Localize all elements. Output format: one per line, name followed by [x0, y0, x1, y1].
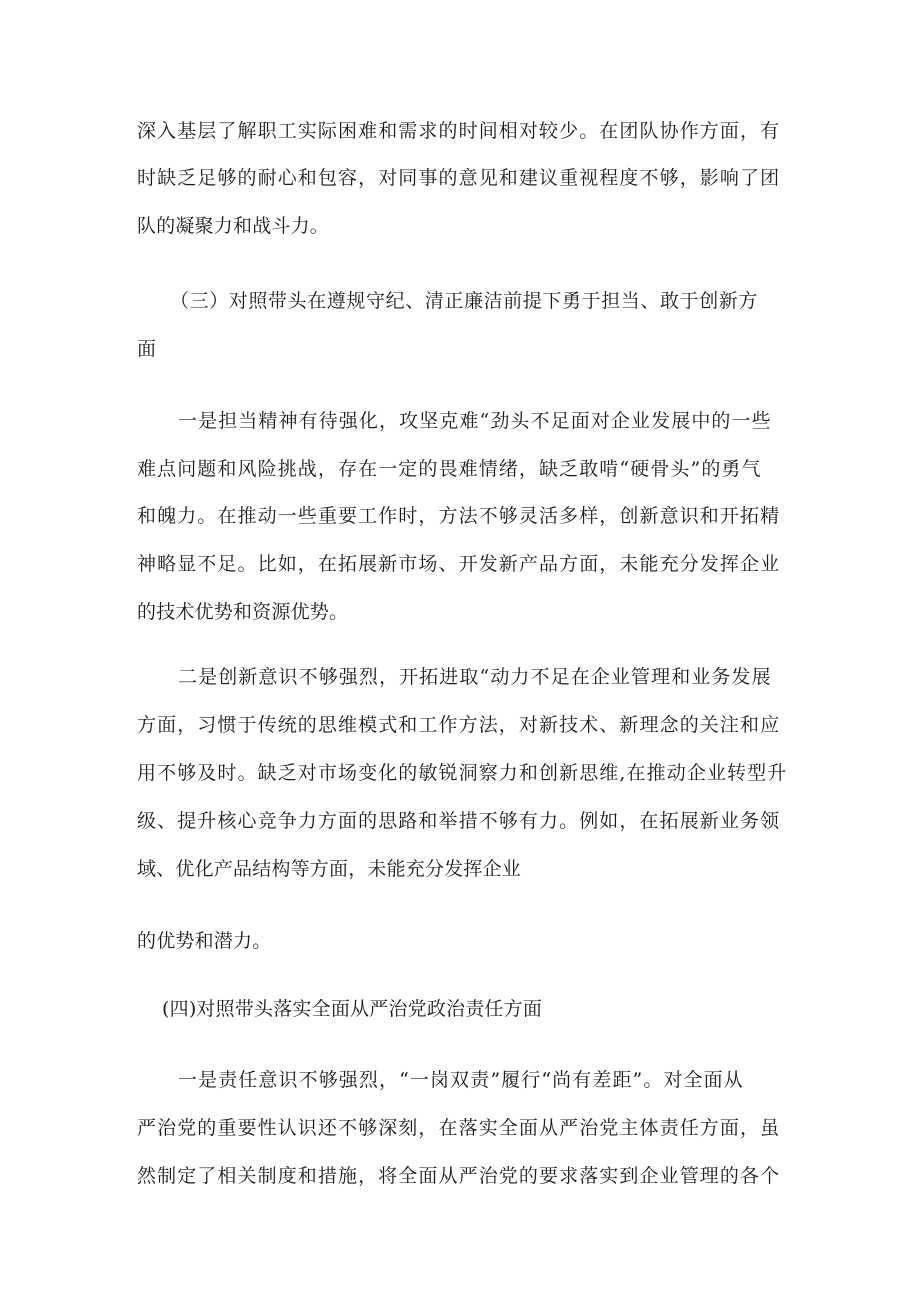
paragraph-line: 队的凝聚力和战斗力。 — [137, 215, 330, 237]
paragraph-line: 级、提升核心竞争力方面的思路和举措不够有力。例如，在拓展新业务领 — [137, 810, 781, 832]
paragraph-line: 一是责任意识不够强烈，“一岗双责”履行“尚有差距”。对全面从 — [178, 1069, 744, 1091]
paragraph-line: 然制定了相关制度和措施，将全面从严治党的要求落实到企业管理的各个 — [137, 1165, 781, 1187]
section-heading-4: (四)对照带头落实全面从严治党政治责任方面 — [162, 998, 543, 1020]
paragraph-line: 和魄力。在推动一些重要工作时，方法不够灵活多样，创新意识和开拓精 — [137, 505, 781, 527]
section-heading-3-cont: 面 — [137, 338, 157, 360]
paragraph-line: 时缺乏足够的耐心和包容，对同事的意见和建议重视程度不够，影响了团 — [137, 167, 781, 189]
paragraph-line: 用不够及时。缺乏对市场变化的敏锐洞察力和创新思维,在推动企业转型升 — [137, 762, 788, 784]
paragraph-line: 方面，习惯于传统的思维模式和工作方法，对新技术、新理念的关注和应 — [137, 714, 781, 736]
paragraph-line: 一是担当精神有待强化，攻坚克难“劲头不足面对企业发展中的一些 — [178, 410, 772, 432]
section-heading-3: （三）对照带头在遵规守纪、清正廉洁前提下勇于担当、敢于创新方 — [170, 290, 759, 312]
paragraph-line: 神略显不足。比如，在拓展新市场、开发新产品方面，未能充分发挥企业 — [137, 553, 781, 575]
paragraph-line: 的优势和潜力。 — [137, 930, 272, 952]
paragraph-line: 的技术优势和资源优势。 — [137, 601, 349, 623]
paragraph-line: 难点问题和风险挑战，存在一定的畏难情绪，缺乏敢啃“硬骨头”的勇气 — [137, 458, 762, 480]
paragraph-line: 严治党的重要性认识还不够深刻，在落实全面从严治党主体责任方面，虽 — [137, 1117, 781, 1139]
paragraph-line: 二是创新意识不够强烈，开拓进取“动力不足在企业管理和业务发展 — [178, 666, 772, 688]
paragraph-line: 域、优化产品结构等方面，未能充分发挥企业 — [137, 858, 522, 880]
paragraph-line: 深入基层了解职工实际困难和需求的时间相对较少。在团队协作方面，有 — [137, 120, 781, 142]
